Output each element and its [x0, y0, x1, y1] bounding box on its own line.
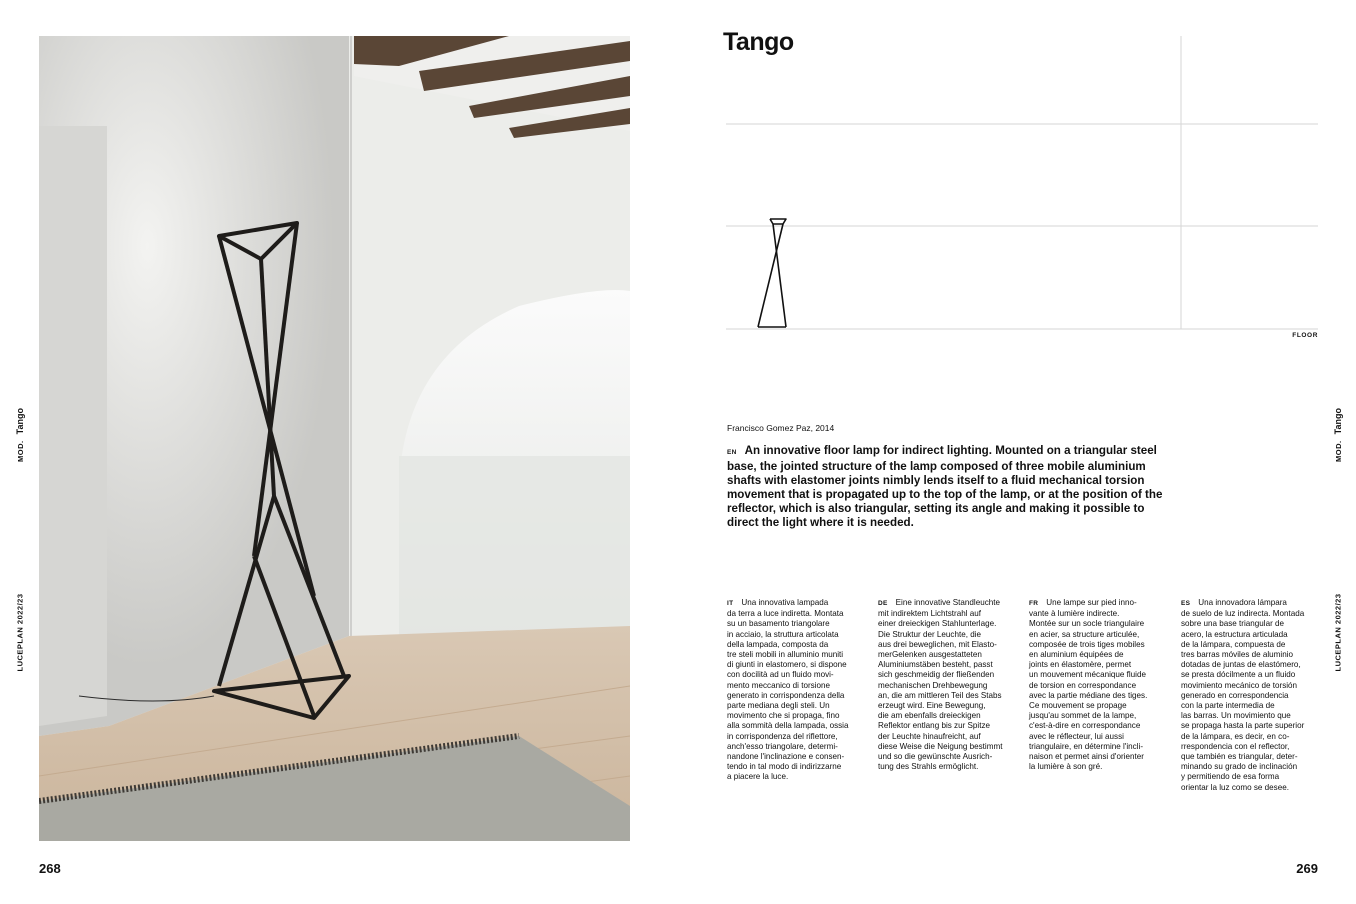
lamp-size-diagram — [726, 36, 1320, 336]
french-tag: FR — [1029, 600, 1039, 607]
product-title: Tango — [723, 28, 794, 56]
right-side-label — [1333, 405, 1343, 465]
lamp-photo-illustration — [39, 36, 630, 841]
right-side-label-bottom: LUCEPLAN 2022/23 — [1333, 593, 1343, 672]
english-text: An innovative floor lamp for indirect lighting. Mounted on a triangular steel base, the jointed structure of the lamp composed of three mobile aluminium shafts with elastomer joints nimbly lends itself to a fluid mechanical torsion movement that is propagated up to the top of the lamp, or at the position of the reflector, which is also triangular, setting its angle and making it possible to direct the light where it is needed. — [727, 444, 1163, 529]
designer-credit: Francisco Gomez Paz, 2014 — [727, 423, 835, 433]
english-tag: EN — [727, 449, 737, 456]
english-description — [727, 444, 1177, 530]
spanish-text: Una innovadora lámpara de suelo de luz indirecta. Montada sobre una base triangular de acero, la estructura articulada de la lámpara, compuesta de tres barras móviles de aluminio dotadas de juntas de elastómero, se presta dócilmente a un fluido movimiento mecánico de torsión generado en correspondencia con la parte intermedia de las barras. Un movimiento que se propaga hasta la parte superior de la lámpara, es decir, en co- rrespondencia con el reflector, que también es triangular, deter- minando su grado de inclinación y permitiendo de esa forma orientar la luz como se desee. — [1181, 598, 1305, 792]
left-page-number: 268 — [39, 861, 61, 876]
spanish-tag: ES — [1181, 600, 1191, 607]
german-text: Eine innovative Standleuchte mit indirektem Lichtstrahl auf einer dreieckigen Stahlunterlage. Die Struktur der Leuchte, die aus drei beweglichen, mit Elasto- merGelenken ausgestatteten Aluminiumstäben besteht, passt sich geschmeidig der fließenden mechanischen Drehbewegung an, die am mittleren Teil des Stabs erzeugt wird. Eine Bewegung, die am ebenfalls dreieckigen Reflektor entlang bis zur Spitze der Leuchte hinaufreicht, auf diese Weise die Neigung bestimmt und so die gewünschte Ausrich- tung des Strahls ermöglicht. — [878, 598, 1003, 772]
italian-tag: IT — [727, 600, 734, 607]
french-column — [1029, 598, 1167, 772]
left-side-label — [15, 405, 25, 465]
italian-text: Una innovativa lampada da terra a luce indiretta. Montata su un basamento triangolare in acciaio, la struttura articolata della lampada, composta da tre steli mobili in alluminio muniti di giunti in elastomero, si dispone con docilità ad un fluido movi- mento meccanico di torsione generato in corrispondenza della parte mediana degli steli. Un movimento che si propaga, fino alla sommità della lampada, ossia in corrispondenza del riflettore, anch'esso triangolare, determi- nandone l'inclinazione e consen- tendo in tal modo di indirizzarne a piacere la luce. — [727, 598, 849, 782]
left-side-label-name: Tango — [15, 408, 25, 435]
right-side-label-name: Tango — [1333, 408, 1343, 435]
spanish-column — [1181, 598, 1319, 793]
right-page-number: 269 — [1296, 861, 1318, 876]
floor-label: FLOOR — [1292, 332, 1318, 339]
italian-column — [727, 598, 865, 783]
right-side-label-prefix: MOD. — [1334, 440, 1343, 462]
left-side-label-prefix: MOD. — [16, 440, 25, 462]
lamp-photo — [39, 36, 630, 841]
german-tag: DE — [878, 600, 888, 607]
left-side-label-bottom: LUCEPLAN 2022/23 — [15, 593, 25, 672]
french-text: Une lampe sur pied inno- vante à lumière indirecte. Montée sur un socle triangulaire en acier, sa structure articulée, composée de trois tiges mobiles en aluminium équipées de joints en élastomère, permet un mouvement mécanique fluide de torsion en correspondance avec la partie médiane des tiges. Ce mouvement se propage jusqu'au sommet de la lampe, c'est-à-dire en correspondance avec le réflecteur, lui aussi triangulaire, en détermine l'incli- naison et permet ainsi d'orienter la lumière à son gré. — [1029, 598, 1148, 772]
german-column — [878, 598, 1016, 772]
